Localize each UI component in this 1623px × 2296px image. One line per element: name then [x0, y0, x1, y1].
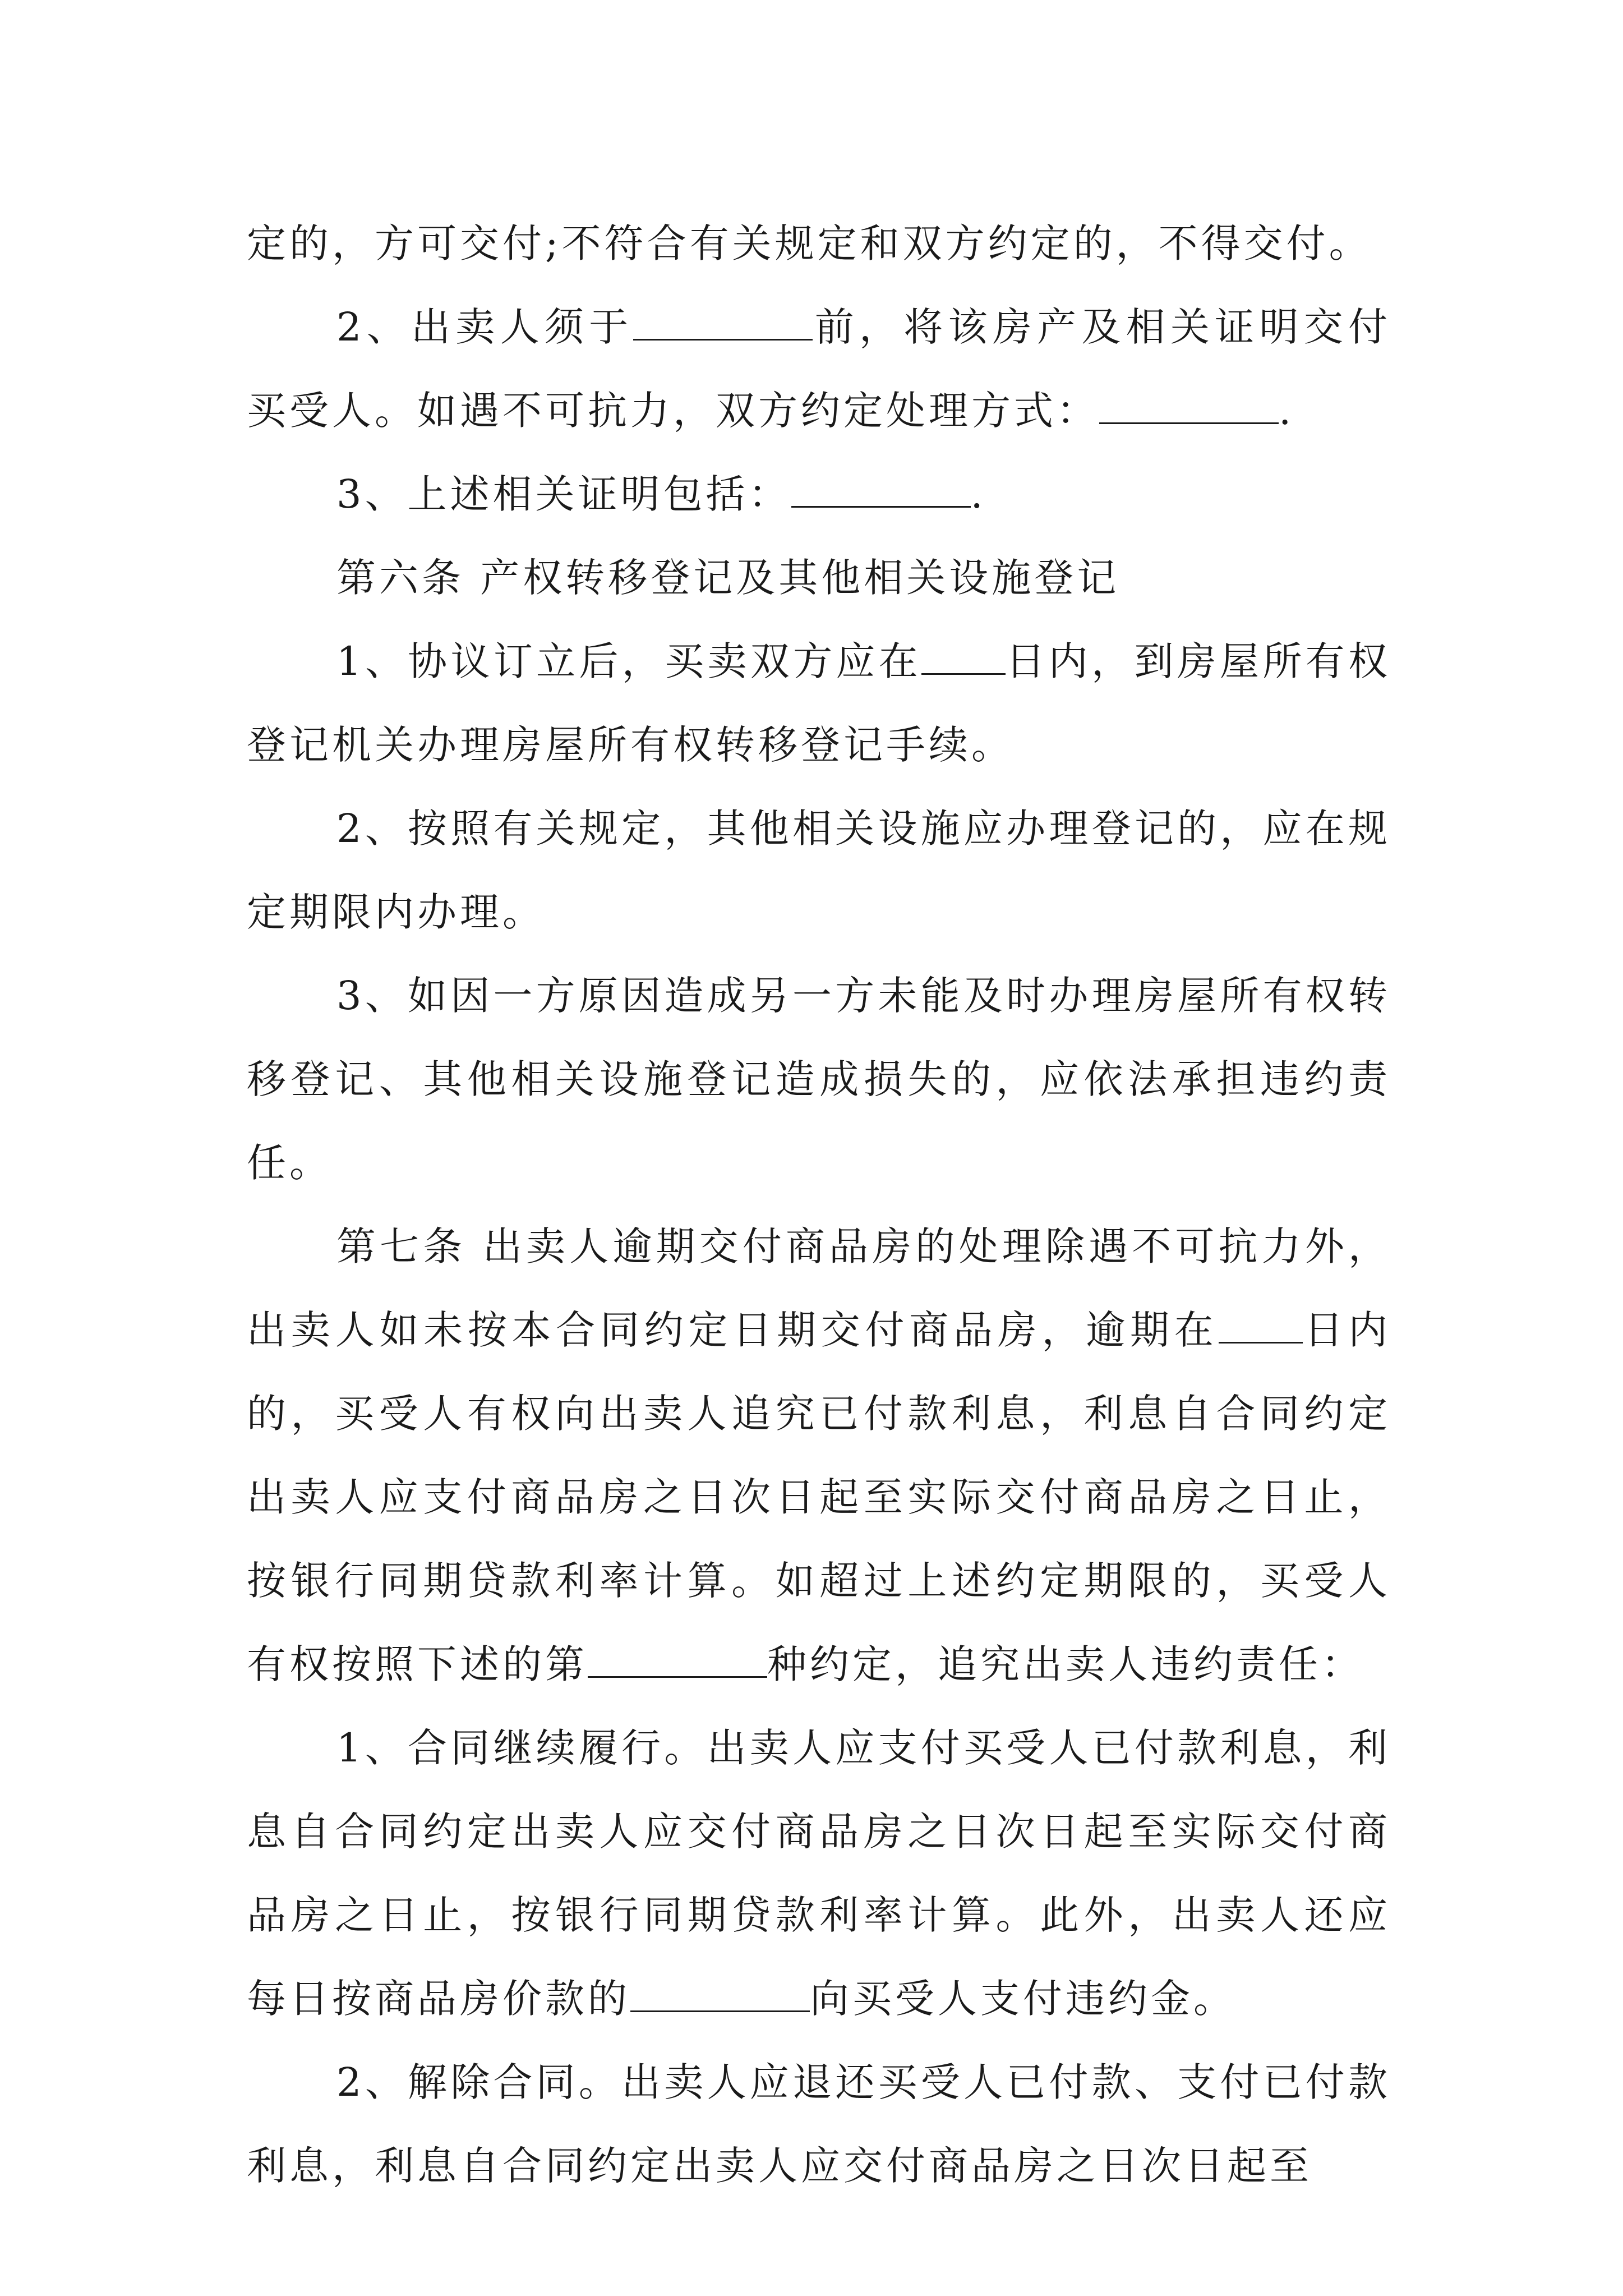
paragraph-text: 前，将该房产及相关证明交付买受人。如遇不可抗力，双方约定处理方式：: [247, 304, 1391, 434]
fill-in-blank: [1219, 1308, 1303, 1343]
contract-paragraph: [247, 787, 1391, 954]
paragraph-text: 第六条 产权转移登记及其他相关设施登记: [336, 555, 1120, 601]
contract-paragraph: [247, 286, 1391, 453]
paragraph-text: 2、解除合同。出卖人应退还买受人已付款、支付已付款利息，利息自合同约定出卖人应交付商品房之日次日起至: [247, 2059, 1391, 2189]
fill-in-blank: [791, 472, 971, 508]
paragraph-text: 种约定，追究出卖人违约责任：: [767, 1641, 1364, 1687]
paragraph-text: 3、如因一方原因造成另一方未能及时办理房屋所有权转移登记、其他相关设施登记造成损失的，应依法承担违约责任。: [247, 973, 1391, 1186]
contract-paragraph: [247, 954, 1391, 1205]
fill-in-blank: [633, 305, 813, 341]
fill-in-blank: [1099, 389, 1279, 424]
contract-paragraph: [247, 2041, 1391, 2208]
contract-paragraph: [247, 1205, 1391, 1706]
paragraph-text: 1、合同继续履行。出卖人应支付买受人已付款利息，利息自合同约定出卖人应交付商品房之日次日起至实际交付商品房之日止，按银行同期贷款利率计算。此外，出卖人还应每日按商品房价款的: [247, 1725, 1391, 2022]
fill-in-blank: [588, 1642, 767, 1678]
paragraph-text: 3、上述相关证明包括：: [336, 471, 791, 517]
fill-in-blank: [921, 639, 1006, 675]
paragraph-text: .: [970, 471, 986, 517]
paragraph-text: .: [1279, 388, 1295, 434]
paragraph-text: 第七条 出卖人逾期交付商品房的处理除遇不可抗力外，出卖人如未按本合同约定日期交付商品房，逾期在: [247, 1223, 1391, 1353]
paragraph-text: 向买受人支付违约金。: [810, 1976, 1236, 2022]
paragraph-text: 日内的，买受人有权向出卖人追究已付款利息，利息自合同约定出卖人应支付商品房之日次日起至实际交付商品房之日止，按银行同期贷款利率计算。如超过上述约定期限的，买受人有权按照下述的第: [247, 1307, 1391, 1687]
paragraph-text: 1、协议订立后，买卖双方应在: [336, 638, 922, 684]
paragraph-text: 2、出卖人须于: [336, 304, 634, 350]
contract-paragraph: [247, 453, 1391, 536]
paragraph-text: 定的，方可交付;不符合有关规定和双方约定的，不得交付。: [247, 220, 1372, 266]
paragraph-text: 2、按照有关规定，其他相关设施应办理登记的，应在规定期限内办理。: [247, 806, 1391, 935]
contract-paragraph: [247, 620, 1391, 787]
paragraph-text: 日内，到房屋所有权登记机关办理房屋所有权转移登记手续。: [247, 638, 1391, 768]
contract-paragraph: [247, 202, 1391, 286]
fill-in-blank: [630, 1977, 810, 2012]
contract-paragraph: [247, 1706, 1391, 2041]
contract-paragraph: [247, 536, 1391, 620]
contract-body: [247, 202, 1391, 2208]
